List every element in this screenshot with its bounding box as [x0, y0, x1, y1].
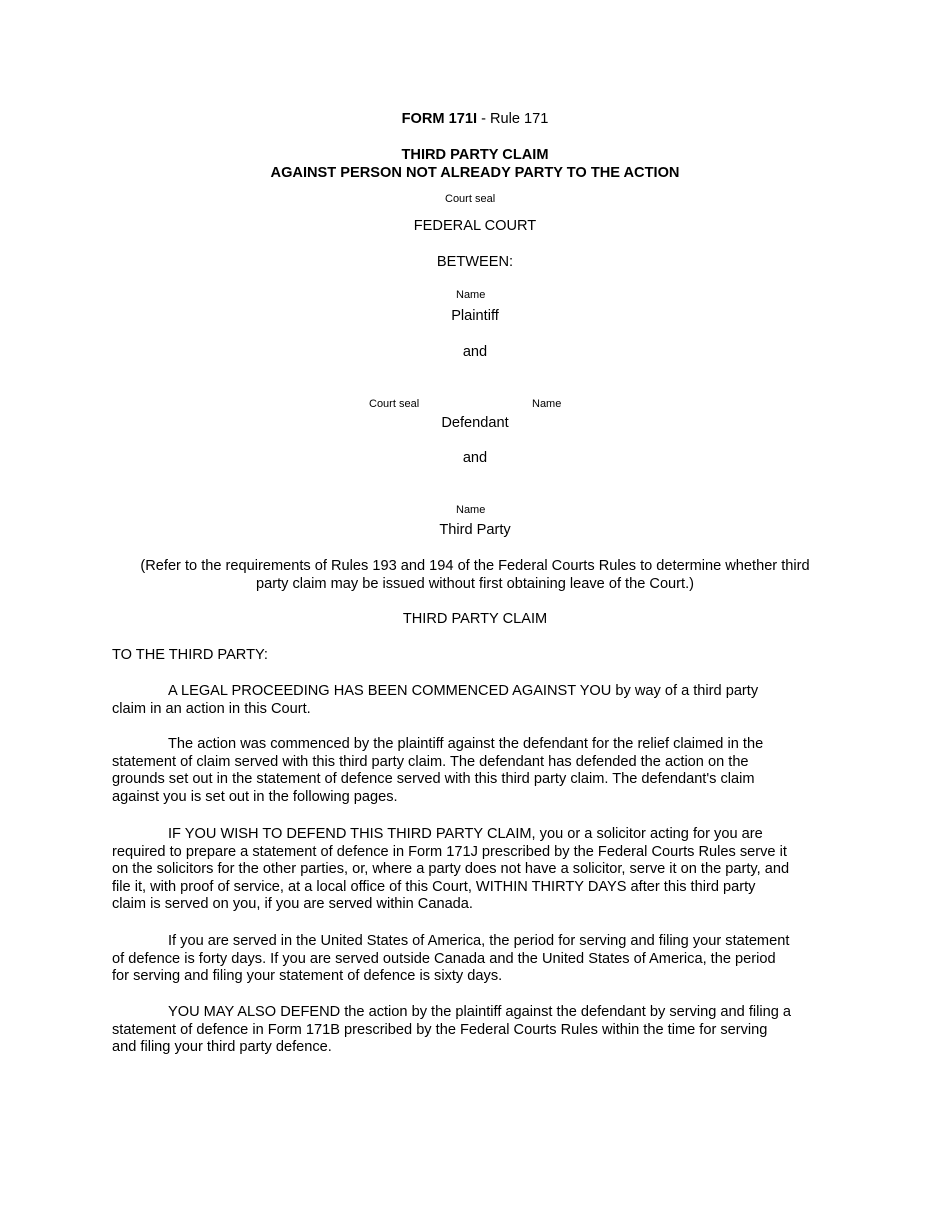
addressee: TO THE THIRD PARTY:: [112, 647, 268, 663]
paragraph-line: for serving and filing your statement of defence is sixty days.: [112, 968, 503, 985]
plaintiff-name-label: Name: [456, 289, 486, 301]
paragraph-how-to-defend: [112, 826, 838, 914]
paragraph-line: against you is set out in the following pages.: [112, 788, 398, 805]
paragraph-line: IF YOU WISH TO DEFEND THIS THIRD PARTY CLAIM, you or a solicitor acting for you are: [168, 826, 763, 842]
court-seal-label-mid: Court seal: [369, 398, 420, 410]
paragraph-line: file it, with proof of service, at a local office of this Court, WITHIN THIRTY DAYS after this third party: [112, 878, 756, 895]
court-seal-label-top: Court seal: [445, 193, 496, 205]
form-header: [0, 111, 950, 129]
paragraph-line: on the solicitors for the other parties, or, where a party does not have a solicitor, serve it on the party, and: [112, 861, 790, 878]
paragraph-line: The action was commenced by the plaintiff against the defendant for the relief claimed in the: [168, 736, 764, 752]
paragraph-action-commenced: [112, 736, 838, 806]
third-party-name-label: Name: [456, 504, 486, 516]
paragraph-line: required to prepare a statement of defence in Form 171J prescribed by the Federal Courts Rules serve it: [112, 843, 787, 860]
form-title-line-2: AGAINST PERSON NOT ALREADY PARTY TO THE ACTION: [270, 165, 680, 181]
paragraph-also-defend: [112, 1004, 838, 1057]
paragraph-line: claim is served on you, if you are served within Canada.: [112, 896, 473, 913]
and-label-1: and: [462, 344, 488, 360]
rules-note-line-1: (Refer to the requirements of Rules 193 and 194 of the Federal Courts Rules to determine whether third: [140, 558, 810, 574]
form-title-line-1: THIRD PARTY CLAIM: [401, 147, 549, 163]
paragraph-line: of defence is forty days. If you are served outside Canada and the United States of America, the period: [112, 950, 776, 967]
rules-note-line-2: party claim may be issued without first obtaining leave of the Court.): [255, 576, 695, 592]
between-label: BETWEEN:: [436, 254, 514, 270]
paragraph-line: grounds set out in the statement of defence served with this third party claim. The defendant's claim: [112, 771, 755, 788]
form-number: FORM 171I: [401, 111, 478, 127]
paragraph-line: statement of defence in Form 171B prescribed by the Federal Courts Rules within the time for serving: [112, 1021, 768, 1038]
defendant-label: Defendant: [441, 415, 509, 431]
plaintiff-label: Plaintiff: [451, 308, 499, 324]
rule-reference: - Rule 171: [477, 111, 549, 127]
third-party-label: Third Party: [439, 522, 511, 538]
paragraph-legal-proceeding: [112, 683, 838, 718]
paragraph-line: If you are served in the United States of America, the period for serving and filing your statement: [168, 933, 790, 949]
paragraph-line: claim in an action in this Court.: [112, 700, 311, 717]
paragraph-line: and filing your third party defence.: [112, 1039, 332, 1056]
paragraph-service-periods: [112, 933, 838, 986]
paragraph-line: YOU MAY ALSO DEFEND the action by the plaintiff against the defendant by serving and filing a: [168, 1004, 792, 1020]
court-name: FEDERAL COURT: [413, 218, 537, 234]
paragraph-line: statement of claim served with this third party claim. The defendant has defended the action on the: [112, 753, 749, 770]
and-label-2: and: [462, 450, 488, 466]
defendant-name-label: Name: [532, 398, 562, 410]
section-title: THIRD PARTY CLAIM: [402, 611, 548, 627]
paragraph-line: A LEGAL PROCEEDING HAS BEEN COMMENCED AGAINST YOU by way of a third party: [168, 683, 759, 699]
